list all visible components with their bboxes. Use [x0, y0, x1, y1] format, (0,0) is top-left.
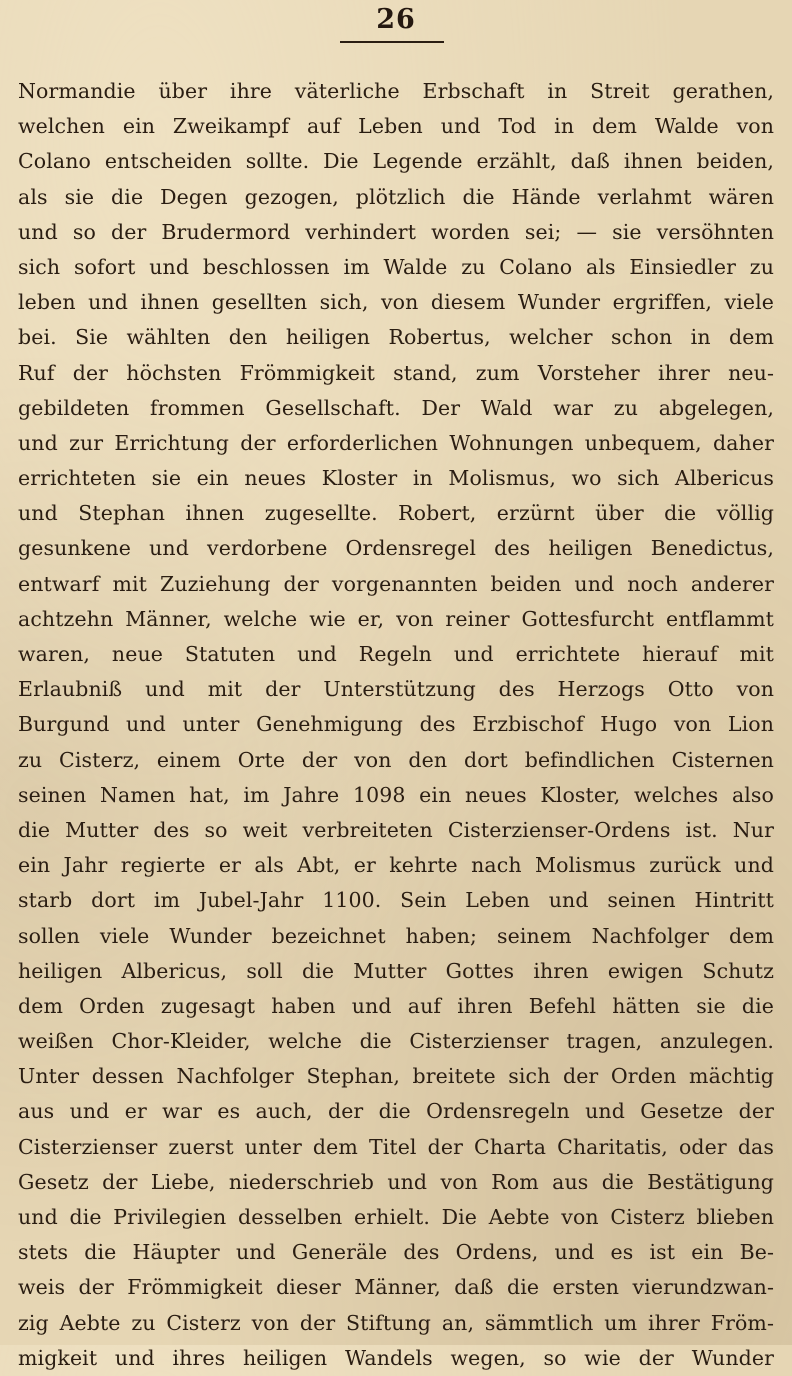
- text-line: und zur Errichtung der erforderlichen Wohnungen unbequem, daher: [18, 430, 774, 455]
- text-line: als sie die Degen gezogen, plötzlich die Hände verlahmt wären: [18, 184, 774, 209]
- text-line: dem Orden zugesagt haben und auf ihren Befehl hätten sie die: [18, 993, 774, 1018]
- text-line: Normandie über ihre väterliche Erbschaft in Streit gerathen,: [18, 79, 774, 103]
- text-line: waren, neue Statuten und Regeln und errichtete hierauf mit: [18, 642, 774, 666]
- text-line: zig Aebte zu Cisterz von der Stiftung an, sämmtlich um ihrer Fröm-: [18, 1310, 774, 1335]
- body-text: [18, 74, 774, 1376]
- text-line: gebildeten frommen Gesellschaft. Der Wald war zu abgelegen,: [18, 395, 774, 420]
- text-line: und Stephan ihnen zugesellte. Robert, erzürnt über die völlig: [18, 501, 774, 526]
- text-line: aus und er war es auch, der die Ordensregeln und Gesetze der: [18, 1099, 774, 1124]
- text-line: Cisterzienser zuerst unter dem Titel der Charta Charitatis, oder das: [18, 1134, 774, 1159]
- text-line: heiligen Albericus, soll die Mutter Gottes ihren ewigen Schutz: [18, 958, 774, 983]
- header-rule: [340, 41, 444, 43]
- text-line: ein Jahr regierte er als Abt, er kehrte nach Molismus zurück und: [18, 853, 774, 878]
- text-line: und die Privilegien desselben erhielt. Die Aebte von Cisterz blieben: [18, 1205, 774, 1229]
- text-line: bei. Sie wählten den heiligen Robertus, welcher schon in dem: [18, 325, 774, 350]
- text-line: starb dort im Jubel-Jahr 1100. Sein Leben und seinen Hintritt: [18, 888, 774, 913]
- text-line: sich sofort und beschlossen im Walde zu Colano als Einsiedler zu: [18, 254, 774, 279]
- text-line: weis der Frömmigkeit dieser Männer, daß die ersten vierundzwan-: [18, 1275, 774, 1300]
- text-line: Burgund und unter Genehmigung des Erzbischof Hugo von Lion: [18, 712, 774, 737]
- text-line: migkeit und ihres heiligen Wandels wegen, so wie der Wunder: [18, 1345, 774, 1370]
- text-line: Gesetz der Liebe, niederschrieb und von Rom aus die Bestätigung: [18, 1169, 774, 1194]
- text-line: welchen ein Zweikampf auf Leben und Tod in dem Walde von: [18, 114, 774, 139]
- text-line: seinen Namen hat, im Jahre 1098 ein neues Kloster, welches also: [18, 782, 774, 807]
- text-line: leben und ihnen gesellten sich, von diesem Wunder ergriffen, viele: [18, 290, 774, 315]
- text-line: und so der Brudermord verhindert worden sei; — sie versöhnten: [18, 219, 774, 244]
- text-line: weißen Chor-Kleider, welche die Cisterzienser tragen, anzulegen.: [18, 1029, 774, 1054]
- text-line: achtzehn Männer, welche wie er, von reiner Gottesfurcht entflammt: [18, 606, 774, 631]
- text-line: sollen viele Wunder bezeichnet haben; seinem Nachfolger dem: [18, 923, 774, 948]
- text-line: zu Cisterz, einem Orte der von den dort befindlichen Cisternen: [18, 747, 774, 772]
- text-line: errichteten sie ein neues Kloster in Molismus, wo sich Albericus: [18, 466, 774, 491]
- text-line: die Mutter des so weit verbreiteten Cisterzienser-Ordens ist. Nur: [18, 817, 774, 842]
- text-line: gesunkene und verdorbene Ordensregel des heiligen Benedictus,: [18, 536, 774, 561]
- text-line: Unter dessen Nachfolger Stephan, breitete sich der Orden mächtig: [18, 1064, 774, 1089]
- text-line: Erlaubniß und mit der Unterstützung des Herzogs Otto von: [18, 677, 774, 702]
- text-line: stets die Häupter und Generäle des Ordens, und es ist ein Be-: [18, 1240, 774, 1265]
- page-number: 26: [376, 4, 416, 35]
- text-line: entwarf mit Zuziehung der vorgenannten beiden und noch anderer: [18, 571, 774, 596]
- text-line: Colano entscheiden sollte. Die Legende erzählt, daß ihnen beiden,: [18, 149, 774, 174]
- text-line: Ruf der höchsten Frömmigkeit stand, zum Vorsteher ihrer neu-: [18, 360, 774, 385]
